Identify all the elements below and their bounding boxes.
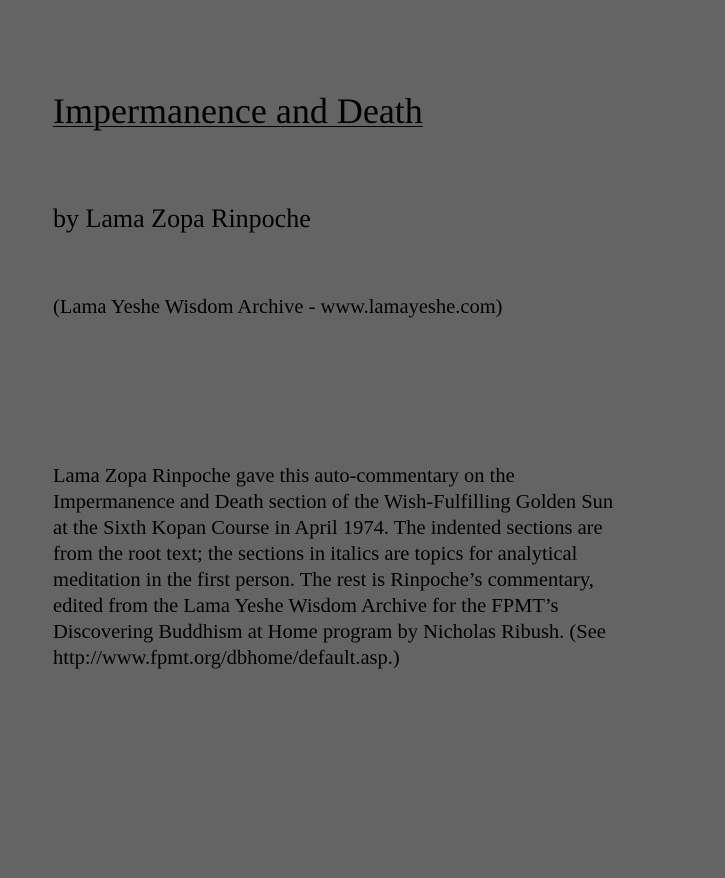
body-line: from the root text; the sections in italics are topics for analytical	[53, 543, 578, 565]
document-title: Impermanence and Death	[53, 91, 423, 131]
source-line: (Lama Yeshe Wisdom Archive - www.lamayeshe.com)	[53, 296, 503, 318]
body-line: Impermanence and Death section of the Wish-Fulfilling Golden Sun	[53, 491, 614, 513]
body-line: meditation in the first person. The rest is Rinpoche’s commentary,	[53, 569, 594, 591]
body-line: Lama Zopa Rinpoche gave this auto-commentary on the	[53, 465, 515, 487]
author-line: by Lama Zopa Rinpoche	[53, 204, 311, 233]
body-line: edited from the Lama Yeshe Wisdom Archive for the FPMT’s	[53, 595, 559, 617]
body-paragraph	[53, 463, 683, 671]
body-line: Discovering Buddhism at Home program by Nicholas Ribush. (See	[53, 621, 606, 643]
body-line: at the Sixth Kopan Course in April 1974. The indented sections are	[53, 517, 603, 539]
body-line: http://www.fpmt.org/dbhome/default.asp.)	[53, 647, 400, 669]
